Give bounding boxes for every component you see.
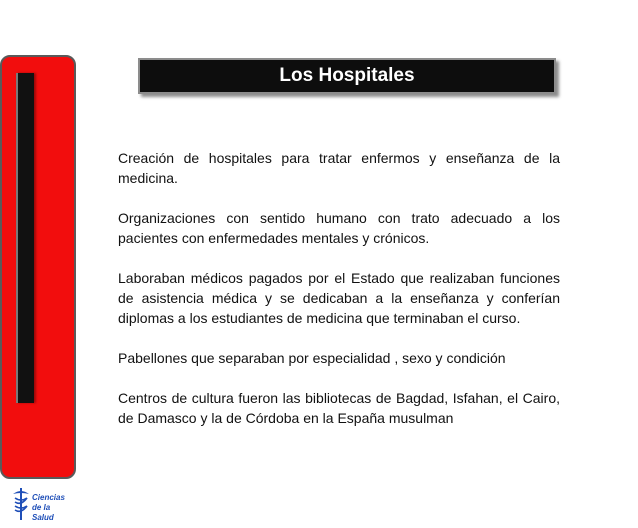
- logo-line-1: Ciencias: [32, 493, 65, 502]
- paragraph-2: Organizaciones con sentido humano con trato adecuado a los pacientes con enfermedades mentales y crónicos.: [118, 210, 560, 246]
- paragraph-1: Creación de hospitales para tratar enfermos y enseñanza de la medicina.: [118, 150, 560, 186]
- slide-title: Los Hospitales: [279, 65, 415, 86]
- logo-text: [32, 493, 70, 523]
- black-sidebar-stripe: [16, 73, 34, 403]
- caduceus-icon: [10, 486, 32, 522]
- title-bar: [138, 58, 556, 94]
- logo-line-2: de la Salud: [32, 503, 54, 522]
- slide-body: [118, 148, 560, 448]
- paragraph-5: Centros de cultura fueron las bibliotecas de Bagdad, Isfahan, el Cairo, de Damasco y la de Córdoba en la España musulman: [118, 390, 560, 426]
- red-sidebar-panel: [0, 55, 76, 522]
- paragraph-3: Laboraban médicos pagados por el Estado que realizaban funciones de asistencia médica y se dedicaban a la enseñanza y conferían diplomas a los estudiantes de medicina que terminaban el curso.: [118, 270, 560, 326]
- ciencias-de-la-salud-logo: [8, 482, 70, 528]
- paragraph-4: Pabellones que separaban por especialidad , sexo y condición: [118, 350, 506, 366]
